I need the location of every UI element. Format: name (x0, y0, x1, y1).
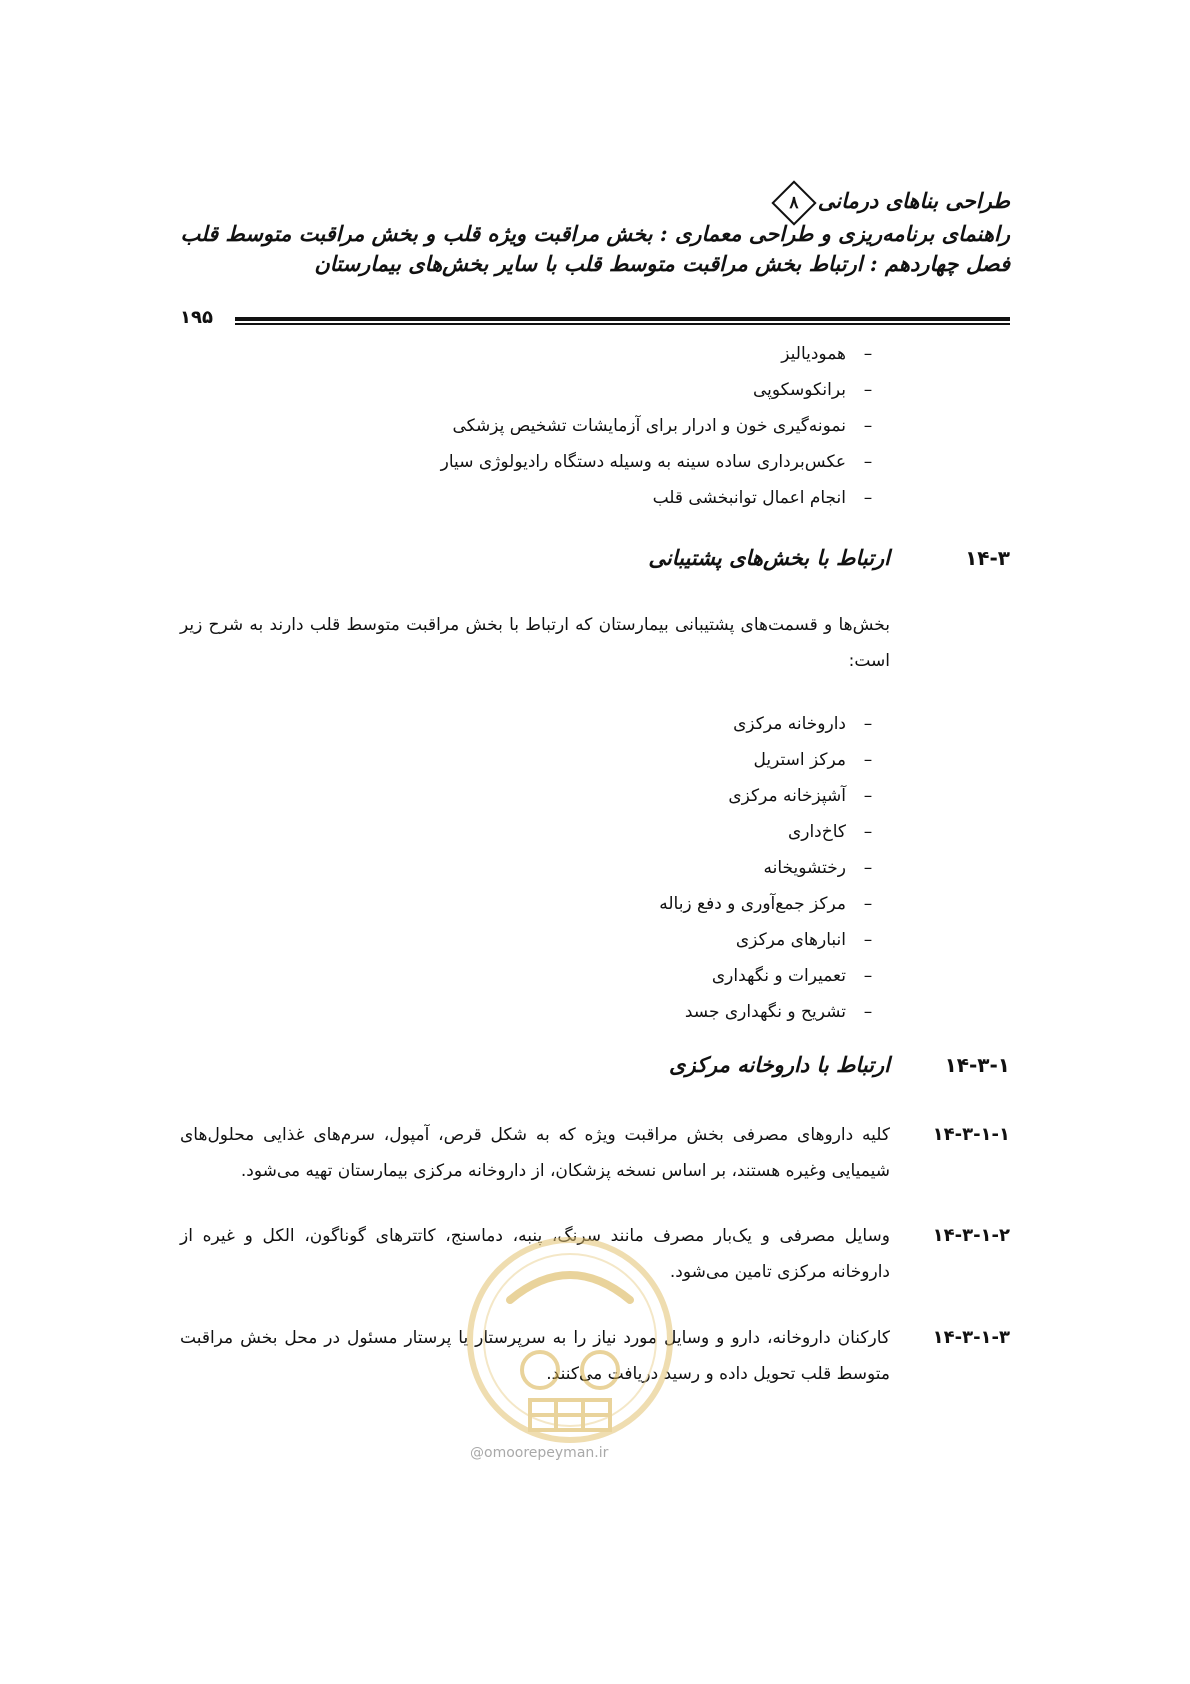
dash-bullet: – (863, 894, 873, 914)
list-item-text: رختشویخانه (763, 858, 846, 878)
list-item-text: نمونه‌گیری خون و ادرار برای آزمایشات تشخیص پزشکی (452, 416, 846, 436)
dash-bullet: – (863, 488, 873, 508)
section-number: ۱۴-۳ (965, 546, 1010, 570)
section-heading-pharmacy (180, 1047, 1010, 1083)
page-header (180, 186, 1010, 279)
list-item (170, 922, 890, 958)
book-title: طراحی بناهای درمانی (817, 188, 1010, 213)
list-item (170, 886, 890, 922)
list-item-text: همودیالیز (781, 344, 846, 364)
list-item-text: تعمیرات و نگهداری (711, 966, 846, 986)
dash-bullet: – (863, 714, 873, 734)
list-item (170, 408, 890, 444)
dash-bullet: – (863, 966, 873, 986)
paragraph-number: ۱۴-۳-۱-۱ (932, 1124, 1010, 1145)
header-divider (235, 317, 1010, 327)
list-item (170, 958, 890, 994)
list-item (170, 444, 890, 480)
volume-badge: ۸ (771, 180, 816, 225)
header-chapter-title: فصل چهاردهم : ارتباط بخش مراقبت متوسط قلب با سایر بخش‌های بیمارستان (314, 250, 1010, 276)
list-item (170, 372, 890, 408)
list-item-text: داروخانه مرکزی (733, 714, 846, 734)
list-item-text: برانکوسکوپی (752, 380, 846, 400)
paragraph-text: کلیه داروهای مصرفی بخش مراقبت ویژه که به شکل قرص، آمپول، سرم‌های غذایی محلول‌های شیمیایی وغیره هستند، بر اساس نسخه پزشکان، از داروخانه مرکزی بیمارستان تهیه می‌شود. (180, 1125, 890, 1181)
dash-bullet: – (863, 416, 873, 436)
list-item-text: کاخ‌داری (787, 822, 846, 842)
section-title: ارتباط با داروخانه مرکزی (669, 1052, 890, 1077)
list-item-text: انجام اعمال توانبخشی قلب (652, 488, 846, 508)
support-units-list (170, 706, 890, 1030)
dash-bullet: – (863, 858, 873, 878)
dash-bullet: – (863, 930, 873, 950)
dash-bullet: – (863, 452, 873, 472)
list-item (170, 336, 890, 372)
dash-bullet: – (863, 750, 873, 770)
header-guide-title: راهنمای برنامه‌ریزی و طراحی معماری : بخش مراقبت ویژه قلب و بخش مراقبت متوسط قلب (180, 220, 1010, 246)
watermark-url: @omoorepeyman.ir (470, 1445, 609, 1461)
list-item (170, 778, 890, 814)
paragraph-number: ۱۴-۳-۱-۲ (932, 1225, 1010, 1246)
dash-bullet: – (863, 380, 873, 400)
list-item (170, 742, 890, 778)
section-number: ۱۴-۳-۱ (944, 1053, 1010, 1077)
dash-bullet: – (863, 786, 873, 806)
section-heading-support (180, 540, 1010, 576)
dash-bullet: – (863, 344, 873, 364)
header-rule (180, 307, 1010, 331)
list-item (170, 814, 890, 850)
header-book-title (180, 186, 1010, 219)
paragraph-text: کارکنان داروخانه، دارو و وسایل مورد نیاز را به سرپرستار یا پرستار مسئول در محل بخش مراقبت متوسط قلب تحویل داده و رسید دریافت می‌کنند. (180, 1328, 890, 1384)
section-title: ارتباط با بخش‌های پشتیبانی (648, 545, 890, 570)
list-item-text: مرکز جمع‌آوری و دفع زباله (659, 894, 846, 914)
list-item (170, 480, 890, 516)
procedures-list (170, 336, 890, 516)
watermark-logo (460, 1230, 680, 1460)
list-item-text: مرکز استریل (753, 750, 846, 770)
list-item-text: آشپزخانه مرکزی (728, 786, 846, 806)
list-item (170, 994, 890, 1030)
list-item-text: عکس‌برداری ساده سینه به وسیله دستگاه رادیولوژی سیار (440, 452, 846, 472)
list-item (170, 850, 890, 886)
paragraph-text: وسایل مصرفی و یک‌بار مصرف مانند سرنگ، پنبه، دماسنج، کاتترهای گوناگون، الکل و غیره از داروخانه مرکزی تامین می‌شود. (180, 1226, 890, 1282)
dash-bullet: – (863, 822, 873, 842)
list-item-text: تشریح و نگهداری جسد (684, 1002, 846, 1022)
numbered-paragraph (180, 1117, 1010, 1189)
list-item (170, 706, 890, 742)
page-number: ۱۹۵ (180, 307, 213, 328)
intro-paragraph: بخش‌ها و قسمت‌های پشتیبانی بیمارستان که ارتباط با بخش مراقبت متوسط قلب دارند به شرح زیر است: (180, 615, 890, 671)
paragraph-number: ۱۴-۳-۱-۳ (932, 1327, 1010, 1348)
dash-bullet: – (863, 1002, 873, 1022)
list-item-text: انبارهای مرکزی (735, 930, 846, 950)
